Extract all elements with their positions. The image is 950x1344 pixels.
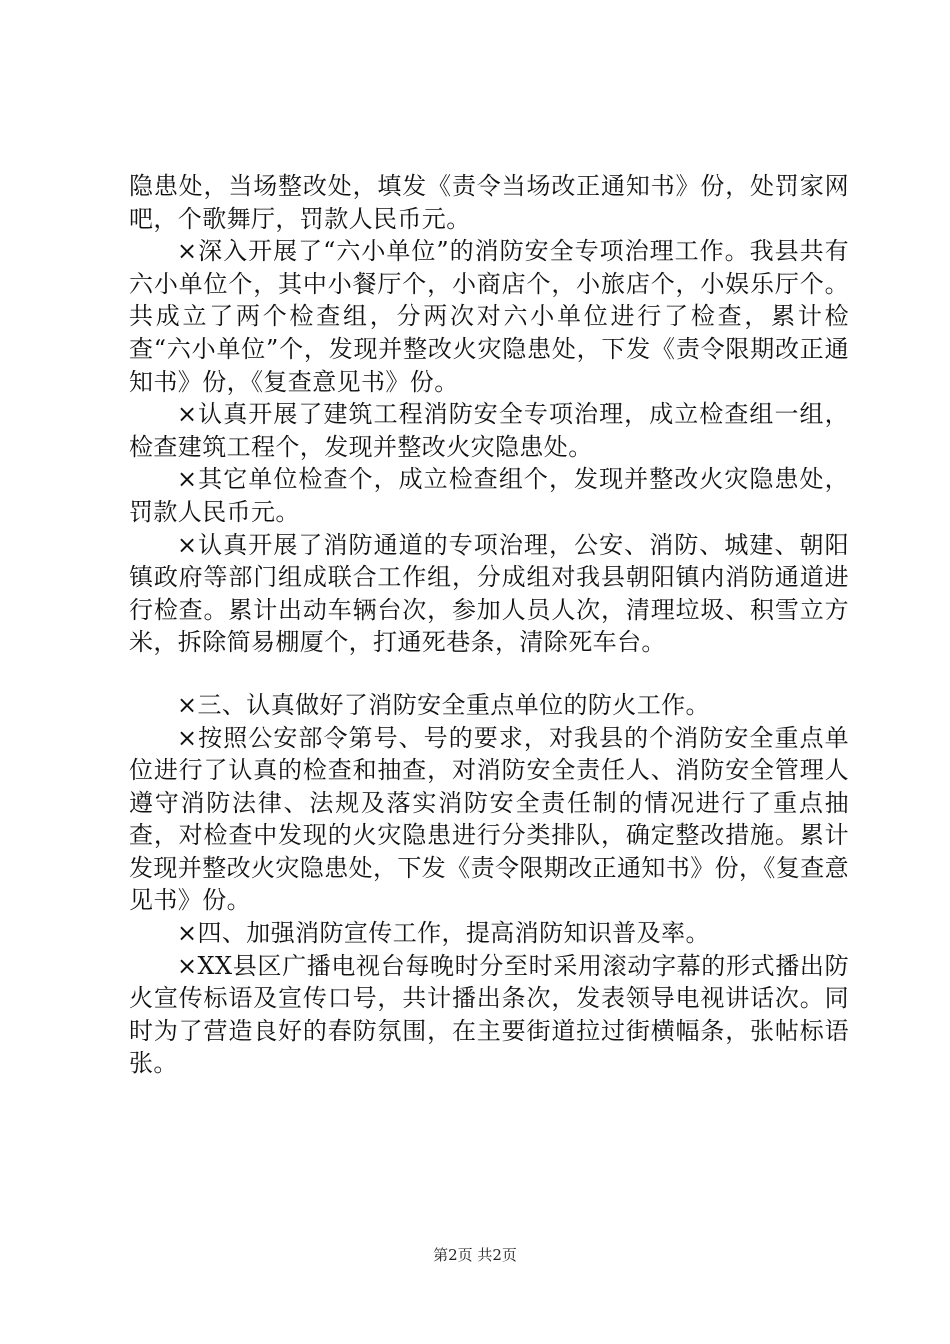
paragraph-gap (129, 659, 849, 689)
section-heading-3: ×三、认真做好了消防安全重点单位的防火工作。 (177, 690, 710, 719)
paragraph-key-units: ×按照公安部令第号、号的要求，对我县的个消防安全重点单位进行了认真的检查和抽查，对消防安全责任人、消防安全管理人遵守消防法律、法规及落实消防安全责任制的情况进行了重点抽查，对检查中发现的火灾隐患进行分类排队，确定整改措施。累计发现并整改火灾隐患处，下发《责令限期改正通知书》份，《复查意见书》份。 (129, 723, 849, 915)
paragraph-construction: ×认真开展了建筑工程消防安全专项治理，成立检查组一组，检查建筑工程个，发现并整改火灾隐患处。 (129, 400, 849, 461)
section-heading-4: ×四、加强消防宣传工作，提高消防知识普及率。 (177, 919, 710, 948)
paragraph-broadcast: ×XX县区广播电视台每晚时分至时采用滚动字幕的形式播出防火宣传标语及宣传口号，共计播出条次，发表领导电视讲话次。同时为了营造良好的春防氛围，在主要街道拉过街横幅条，张帖标语张。 (129, 951, 849, 1078)
document-body (129, 170, 849, 1080)
paragraph-other-units: ×其它单位检查个，成立检查组个，发现并整改火灾隐患处，罚款人民币元。 (129, 465, 849, 526)
paragraph-continuation: 隐患处，当场整改处，填发《责令当场改正通知书》份，处罚家网吧，个歌舞厅，罚款人民币元。 (129, 172, 849, 233)
paragraph-fire-lanes: ×认真开展了消防通道的专项治理，公安、消防、城建、朝阳镇政府等部门组成联合工作组，分成组对我县朝阳镇内消防通道进行检查。累计出动车辆台次，参加人员人次，清理垃圾、积雪立方米，拆除简易棚厦个，打通死巷条，清除死车台。 (129, 530, 849, 657)
paragraph-six-small-units: ×深入开展了“六小单位”的消防安全专项治理工作。我县共有六小单位个，其中小餐厅个，小商店个，小旅店个，小娱乐厅个。共成立了两个检查组，分两次对六小单位进行了检查，累计检查“六小单位”个，发现并整改火灾隐患处，下发《责令限期改正通知书》份，《复查意见书》份。 (129, 237, 849, 396)
page-footer: 第2页 共2页 (433, 1246, 517, 1264)
